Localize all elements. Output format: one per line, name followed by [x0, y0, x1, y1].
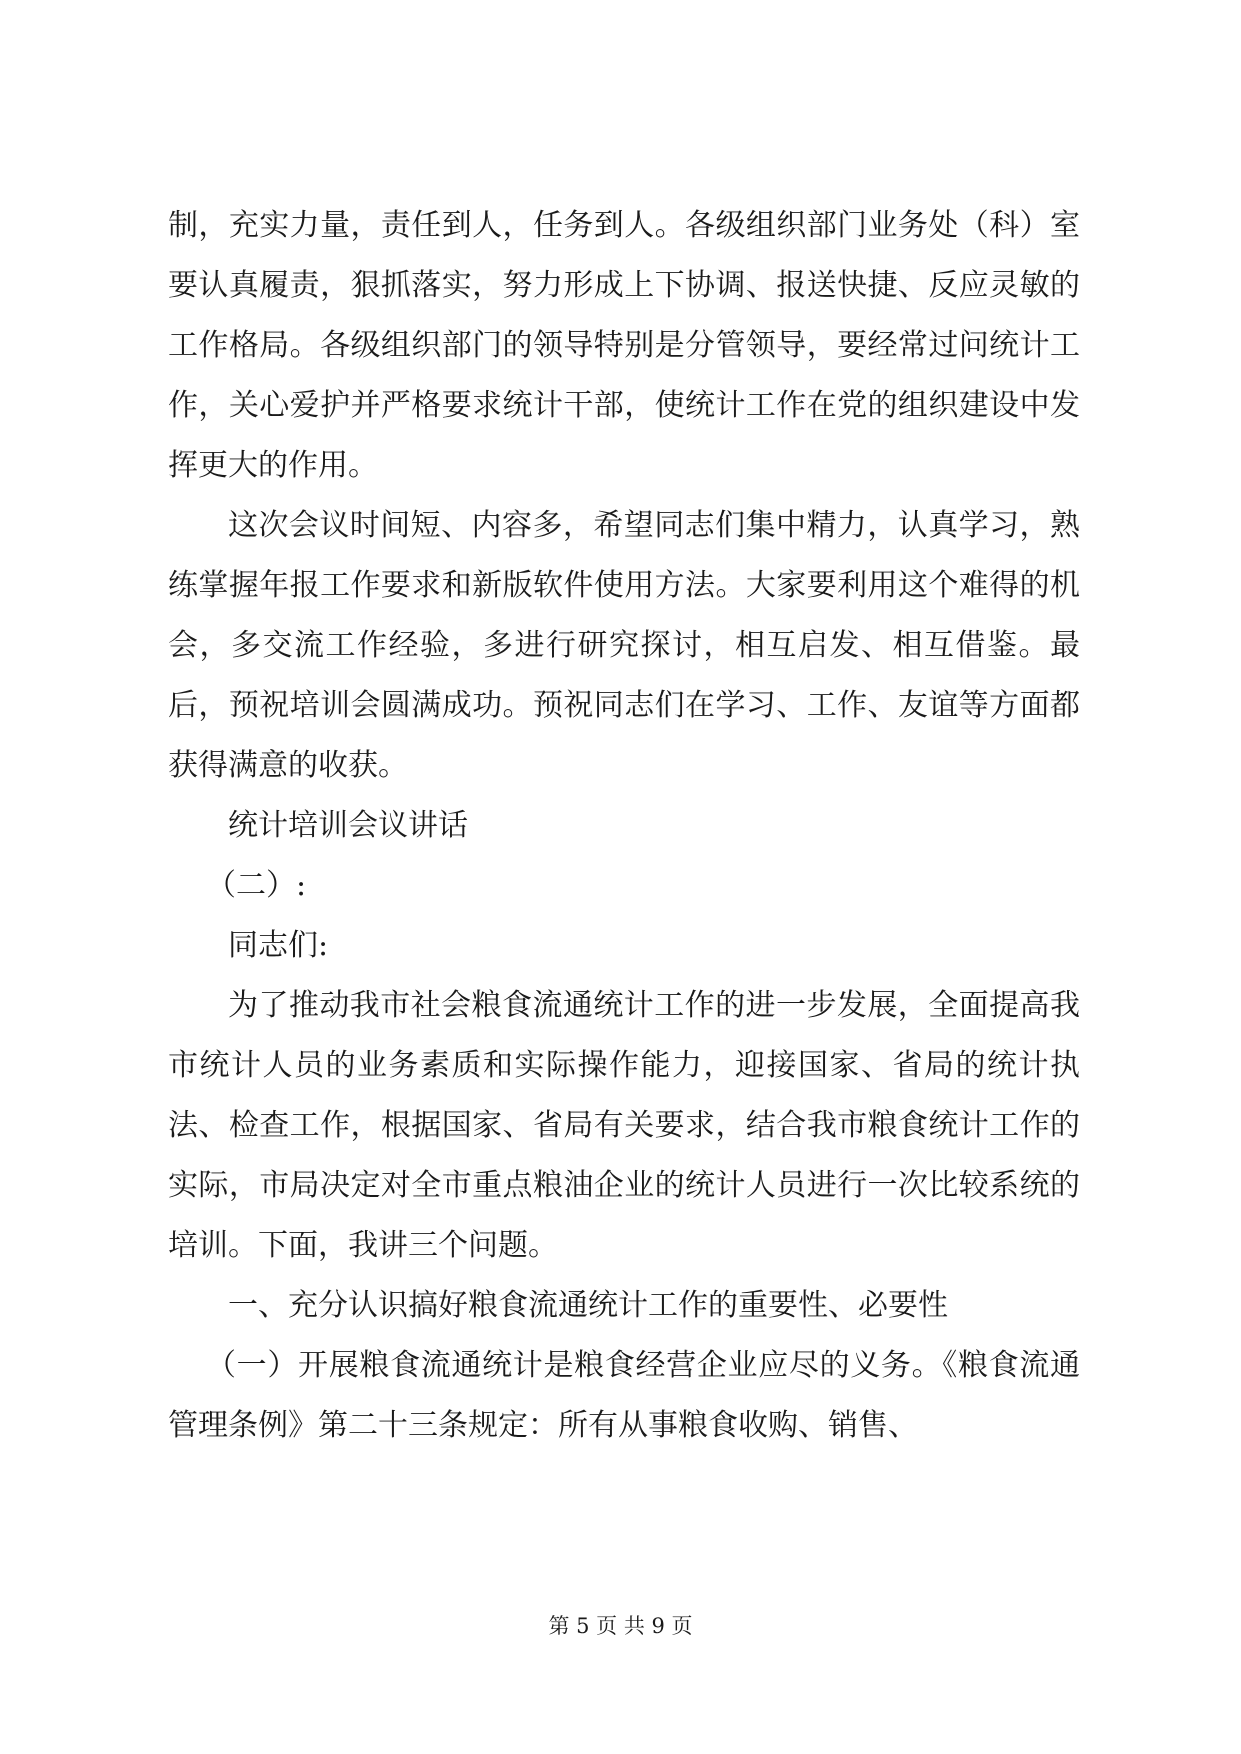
document-body [168, 196, 1080, 1456]
paragraph-closing-remarks: 这次会议时间短、内容多，希望同志们集中精力，认真学习，熟练掌握年报工作要求和新版软件使用方法。大家要利用这个难得的机会，多交流工作经验，多进行研究探讨，相互启发、相互借鉴。最后，预祝培训会圆满成功。预祝同志们在学习、工作、友谊等方面都获得满意的收获。 [168, 508, 1080, 783]
paragraph-subsection-1: （一）开展粮食流通统计是粮食经营企业应尽的义务。《粮食流通管理条例》第二十三条规定：所有从事粮食收购、销售、 [168, 1348, 1080, 1443]
paragraph-intro: 为了推动我市社会粮食流通统计工作的进一步发展，全面提高我市统计人员的业务素质和实际操作能力，迎接国家、省局的统计执法、检查工作，根据国家、省局有关要求，结合我市粮食统计工作的实际，市局决定对全市重点粮油企业的统计人员进行一次比较系统的培训。下面，我讲三个问题。 [168, 988, 1080, 1263]
speech-title: 统计培训会议讲话 [228, 808, 468, 843]
page-number-footer: 第 5 页 共 9 页 [548, 1614, 693, 1638]
section-heading-1: 一、充分认识搞好粮食流通统计工作的重要性、必要性 [228, 1288, 948, 1323]
speech-subtitle: （二）: [206, 868, 307, 903]
salutation: 同志们: [228, 928, 329, 963]
paragraph-continuation: 制，充实力量，责任到人，任务到人。各级组织部门业务处（科）室要认真履责，狠抓落实，努力形成上下协调、报送快捷、反应灵敏的工作格局。各级组织部门的领导特别是分管领导，要经常过问统计工作，关心爱护并严格要求统计干部，使统计工作在党的组织建设中发挥更大的作用。 [168, 208, 1080, 483]
